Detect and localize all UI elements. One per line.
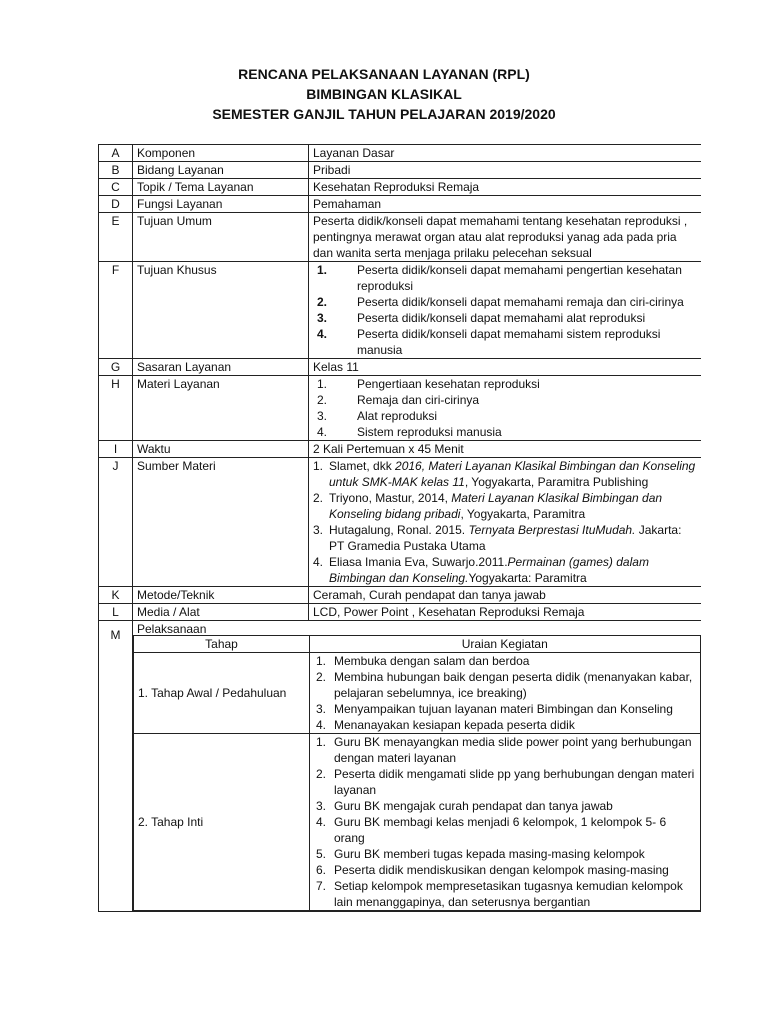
list-item xyxy=(313,424,697,440)
item-text: Eliasa Imania Eva, Suwarjo.2011. xyxy=(329,555,508,569)
item-text: , Yogyakarta, Paramitra xyxy=(460,507,586,521)
row-code: G xyxy=(99,359,133,376)
list-item xyxy=(313,392,697,408)
item-text: Triyono, Mastur, 2014, xyxy=(329,491,452,505)
item-number: 3. xyxy=(317,409,328,423)
sumber-list xyxy=(313,458,697,586)
item-text: Slamet, dkk xyxy=(329,459,396,473)
row-label: Media / Alat xyxy=(133,604,309,621)
row-label: Topik / Tema Layanan xyxy=(133,179,309,196)
item-number: 4. xyxy=(317,425,328,439)
stage-name: 1. Tahap Awal / Pedahuluan xyxy=(134,653,310,734)
list-item xyxy=(314,814,696,846)
stage-row xyxy=(134,734,701,911)
item-number: 3. xyxy=(316,799,327,813)
item-text: Alat reproduksi xyxy=(357,409,438,423)
row-label: Sumber Materi xyxy=(133,458,309,587)
pelaksanaan-table xyxy=(133,635,701,911)
item-number: 2. xyxy=(317,295,328,309)
item-number: 6. xyxy=(316,863,327,877)
row-code: C xyxy=(99,179,133,196)
row-code: H xyxy=(99,376,133,441)
item-title: 2016, Materi Layanan Klasikal Bimbingan dan Konseling untuk SMK-MAK kelas 11 xyxy=(329,459,696,489)
row-code: M xyxy=(99,621,133,912)
list-item xyxy=(313,408,697,424)
row-m xyxy=(99,621,701,912)
row-label: Fungsi Layanan xyxy=(133,196,309,213)
list-item xyxy=(313,294,697,310)
item-title: Materi Layanan Klasikal Bimbingan dan Konseling bidang pribadi xyxy=(329,491,663,521)
row-l xyxy=(99,604,701,621)
row-value: Layanan Dasar xyxy=(309,145,701,162)
row-value: Peserta didik/konseli dapat memahami tentang kesehatan reproduksi , pentingnya merawat organ atau alat reproduksi yanag ada pada pria dan wanita serta menjaga prilaku pelecehan seksual xyxy=(309,213,701,262)
document-subtitle: BIMBINGAN KLASIKAL xyxy=(306,86,462,102)
row-value: Pemahaman xyxy=(309,196,701,213)
item-text: Remaja dan ciri-cirinya xyxy=(357,393,480,407)
item-number: 4. xyxy=(313,555,324,569)
item-text: Hutagalung, Ronal. 2015. xyxy=(329,523,469,537)
list-item xyxy=(314,878,696,910)
row-label: Bidang Layanan xyxy=(133,162,309,179)
item-number: 3. xyxy=(316,702,327,716)
list-item xyxy=(313,310,697,326)
item-number: 1. xyxy=(316,735,327,749)
list-item xyxy=(313,326,697,358)
item-text: Peserta didik mendiskusikan dengan kelompok masing-masing xyxy=(334,863,669,877)
item-number: 2. xyxy=(313,491,324,505)
list-item xyxy=(314,717,696,733)
list-item xyxy=(313,458,697,490)
list-item xyxy=(313,554,697,586)
row-value xyxy=(309,262,701,359)
list-item xyxy=(313,262,697,294)
item-text: Menanayakan kesiapan kepada peserta didik xyxy=(334,718,575,732)
row-code: F xyxy=(99,262,133,359)
item-text: Pengertiaan kesehatan reproduksi xyxy=(357,377,540,391)
stage-row xyxy=(134,653,701,734)
item-text: Peserta didik/konseli dapat memahami pengertian kesehatan reproduksi xyxy=(357,263,682,293)
item-number: 2. xyxy=(317,393,328,407)
row-code: E xyxy=(99,213,133,262)
item-number: 4. xyxy=(317,327,328,341)
item-number: 3. xyxy=(317,311,328,325)
list-item xyxy=(314,846,696,862)
row-h xyxy=(99,376,701,441)
row-code: J xyxy=(99,458,133,587)
row-j xyxy=(99,458,701,587)
row-label: Materi Layanan xyxy=(133,376,309,441)
row-code: K xyxy=(99,587,133,604)
row-code: I xyxy=(99,441,133,458)
row-label: Waktu xyxy=(133,441,309,458)
item-text: Membuka dengan salam dan berdoa xyxy=(334,654,530,668)
list-item xyxy=(314,798,696,814)
item-number: 4. xyxy=(316,815,327,829)
row-value: Pribadi xyxy=(309,162,701,179)
row-f xyxy=(99,262,701,359)
list-item xyxy=(314,734,696,766)
item-text: Guru BK membagi kelas menjadi 6 kelompok, 1 kelompok 5- 6 orang xyxy=(334,815,667,845)
item-number: 1. xyxy=(317,377,328,391)
item-number: 1. xyxy=(313,459,324,473)
pelaksanaan-header xyxy=(134,636,701,653)
item-number: 2. xyxy=(316,767,327,781)
list-item xyxy=(314,701,696,717)
row-code: D xyxy=(99,196,133,213)
row-label: Pelaksanaan xyxy=(137,622,207,636)
item-number: 3. xyxy=(313,523,324,537)
row-value xyxy=(309,458,701,587)
item-title: Ternyata Berprestasi ItuMudah. xyxy=(468,523,636,537)
row-label: Sasaran Layanan xyxy=(133,359,309,376)
row-i xyxy=(99,441,701,458)
row-e xyxy=(99,213,701,262)
item-text: Yogyakarta: Paramitra xyxy=(468,571,587,585)
list-item xyxy=(314,653,696,669)
column-header: Tahap xyxy=(134,636,310,653)
row-label: Metode/Teknik xyxy=(133,587,309,604)
item-text: Guru BK mengajak curah pendapat dan tanya jawab xyxy=(334,799,613,813)
item-number: 2. xyxy=(316,670,327,684)
row-value: Ceramah, Curah pendapat dan tanya jawab xyxy=(309,587,701,604)
row-d xyxy=(99,196,701,213)
pelaksanaan-cell xyxy=(133,621,701,912)
item-text: Peserta didik mengamati slide pp yang berhubungan dengan materi layanan xyxy=(334,767,695,797)
row-value: LCD, Power Point , Kesehatan Reproduksi Remaja xyxy=(309,604,701,621)
list-item xyxy=(314,766,696,798)
stage-activities xyxy=(310,734,701,911)
row-k xyxy=(99,587,701,604)
item-title: Permainan (games) dalam Bimbingan dan Konseling. xyxy=(329,555,649,585)
row-g xyxy=(99,359,701,376)
item-text: Setiap kelompok mempresetasikan tugasnya kemudian kelompok lain menanggapinya, dan seterusnya bergantian xyxy=(334,879,683,909)
item-text: Guru BK menayangkan media slide power point yang berhubungan dengan materi layanan xyxy=(334,735,692,765)
item-number: 5. xyxy=(316,847,327,861)
row-value: Kesehatan Reproduksi Remaja xyxy=(309,179,701,196)
item-number: 7. xyxy=(316,879,327,893)
row-value xyxy=(309,376,701,441)
item-text: Peserta didik/konseli dapat memahami remaja dan ciri-cirinya xyxy=(357,295,684,309)
item-text: Jakarta: PT Gramedia Pustaka Utama xyxy=(329,523,682,553)
item-text: Guru BK memberi tugas kepada masing-masing kelompok xyxy=(334,847,645,861)
item-number: 1. xyxy=(316,654,327,668)
list-item xyxy=(314,669,696,701)
list-item xyxy=(313,522,697,554)
row-value: 2 Kali Pertemuan x 45 Menit xyxy=(309,441,701,458)
row-code: A xyxy=(99,145,133,162)
document-semester: SEMESTER GANJIL TAHUN PELAJARAN 2019/2020 xyxy=(212,106,556,122)
list-item xyxy=(313,490,697,522)
stage-activities xyxy=(310,653,701,734)
row-c xyxy=(99,179,701,196)
item-number: 4. xyxy=(316,718,327,732)
column-header: Uraian Kegiatan xyxy=(310,636,701,653)
item-text: Peserta didik/konseli dapat memahami alat reproduksi xyxy=(357,311,646,325)
item-text: Menyampaikan tujuan layanan materi Bimbingan dan Konseling xyxy=(334,702,673,716)
item-text: Sistem reproduksi manusia xyxy=(357,425,502,439)
row-code: L xyxy=(99,604,133,621)
tujuan-khusus-list xyxy=(313,262,697,358)
list-item xyxy=(313,376,697,392)
document-title: RENCANA PELAKSANAAN LAYANAN (RPL) xyxy=(238,66,530,82)
row-a xyxy=(99,145,701,162)
item-number: 1. xyxy=(317,263,328,277)
item-text: , Yogyakarta, Paramitra Publishing xyxy=(464,475,649,489)
row-b xyxy=(99,162,701,179)
row-code: B xyxy=(99,162,133,179)
activity-list xyxy=(314,734,696,910)
row-label: Tujuan Umum xyxy=(133,213,309,262)
rpl-table xyxy=(98,144,701,912)
list-item xyxy=(314,862,696,878)
row-value: Kelas 11 xyxy=(309,359,701,376)
item-text: Peserta didik/konseli dapat memahami sistem reproduksi manusia xyxy=(357,327,661,357)
activity-list xyxy=(314,653,696,733)
row-label: Tujuan Khusus xyxy=(133,262,309,359)
stage-name: 2. Tahap Inti xyxy=(134,734,310,911)
item-text: Membina hubungan baik dengan peserta didik (menanyakan kabar, pelajaran sebelumnya, ice breaking) xyxy=(334,670,693,700)
materi-list xyxy=(313,376,697,440)
row-label: Komponen xyxy=(133,145,309,162)
